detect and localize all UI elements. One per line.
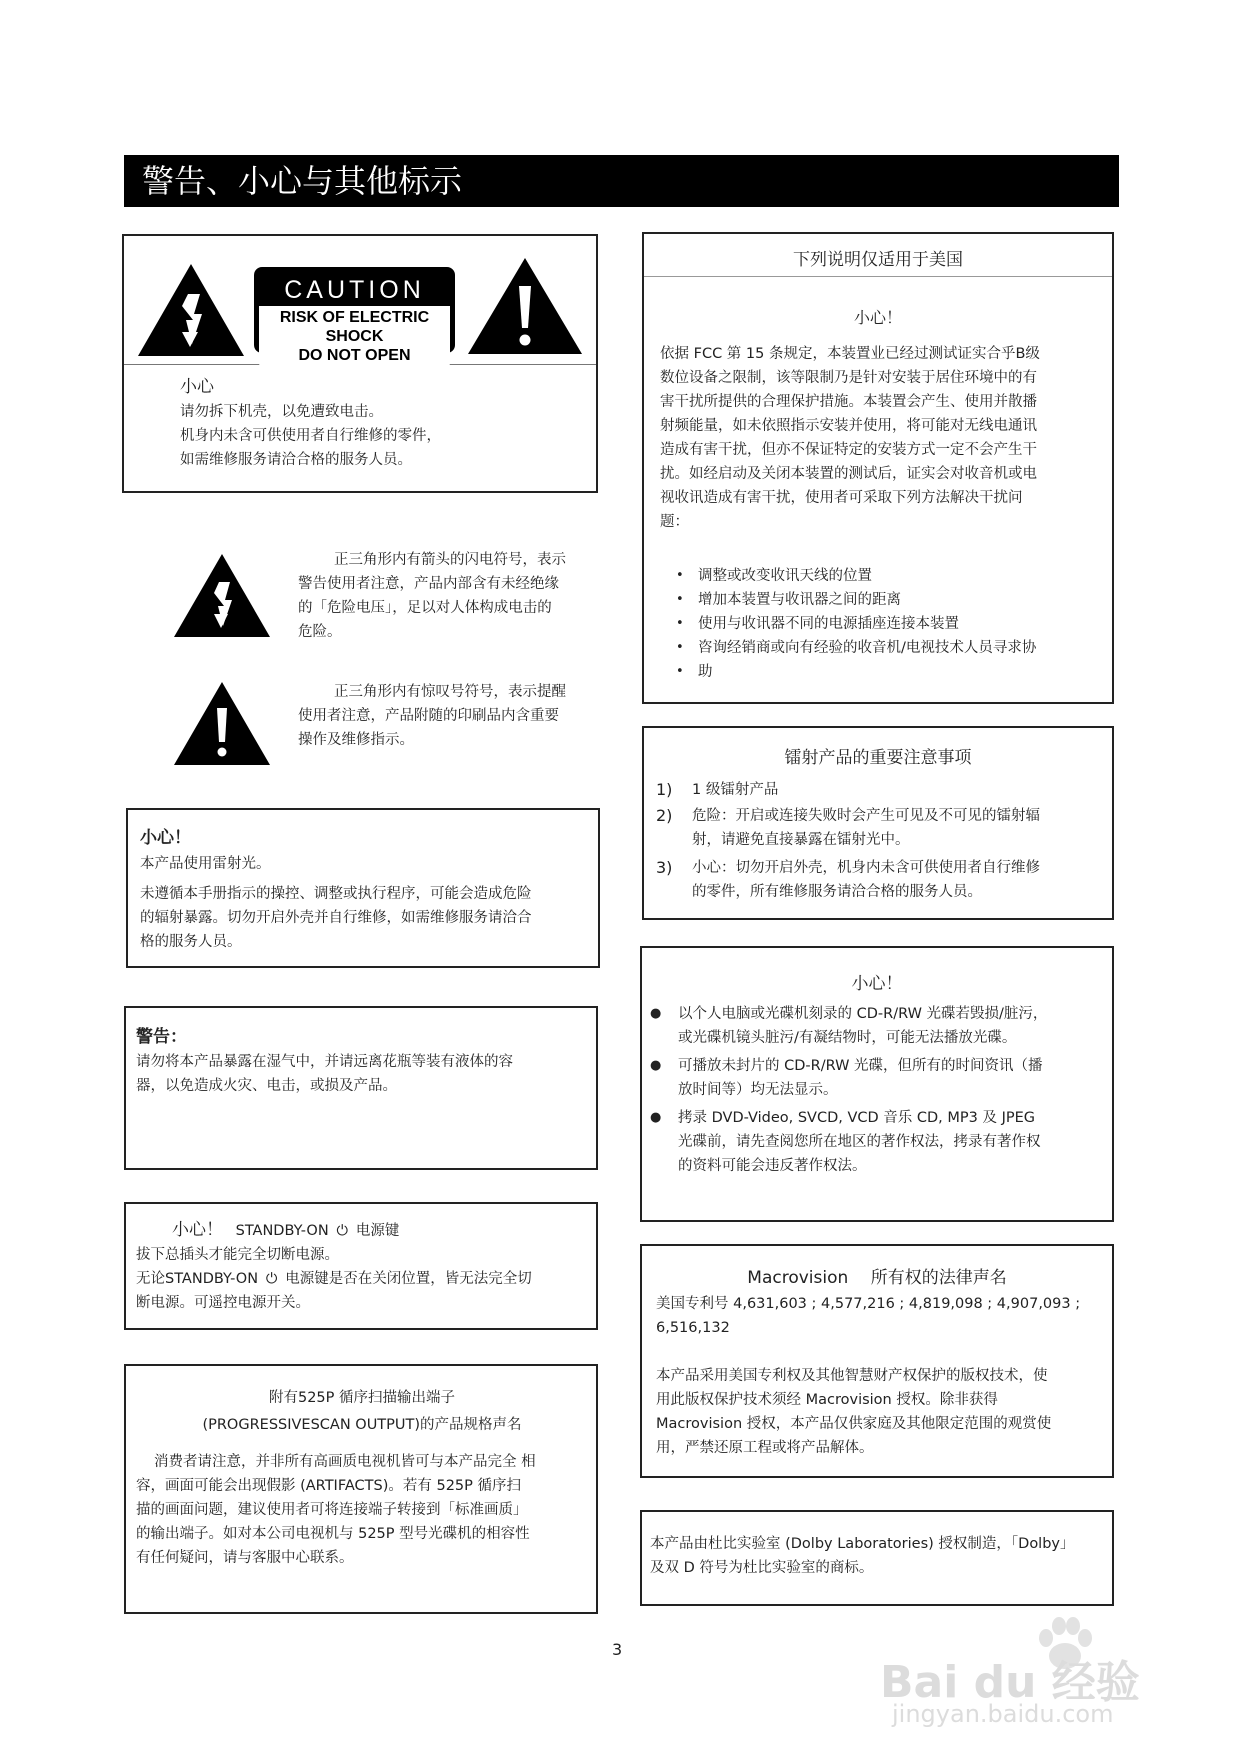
list-item: ● 以个人电脑或光碟机刻录的 CD-R/RW 光碟若毁损/脏污， 或光碟机镜头脏污/有凝结物时，可能无法播放光碟。 bbox=[642, 1002, 1104, 1050]
list-item: • 使用与收讯器不同的电源插座连接本装置 bbox=[660, 612, 1100, 636]
list-item-continuation: • 助 bbox=[660, 660, 1100, 684]
disc-caution-list bbox=[642, 1002, 1104, 1178]
lightning-symbol-icon bbox=[172, 552, 272, 639]
fcc-body: 依据 FCC 第 15 条规定，本装置业已经过测试证实合乎B级 数位设备之限制，该等限制乃是针对安装于居住环境中的有 害干扰所提供的合理保护措施。本装置会产生、使用并散播 射频能量，如未依照指示安装并使用，将可能对无线电通讯 造成有害干扰，但亦不保证特定的安装方式一定不会产生干 扰。如经启动及关闭本装置的测试后，证实会对收音机或电 视收讯造成有害干扰，使用者可采取下列方法解决干扰问 题： bbox=[660, 346, 1040, 530]
page-number: 3 bbox=[612, 1640, 623, 1659]
progressive-scan-box: 附有525P 循序扫描输出端子 (PROGRESSIVESCAN OUTPUT)的产品规格声名 消费者请注意，并非所有高画质电视机皆可与本产品完全 相 容，画面可能会出现假影 (ARTIFACTS)。若有 525P 循序扫 描的画面问题，建议使用者可将连接端子转接到「标准画质」 的输出端子。如对本公司电视机与 525P 型号光碟机的相容性 有任何疑问，请与客服中心联系。 bbox=[124, 1364, 598, 1614]
caution-label: CAUTION RISK OF ELECTRIC SHOCK DO NOT OPEN bbox=[254, 267, 455, 353]
disc-caution-box bbox=[640, 946, 1114, 1222]
lightning-symbol-description: 正三角形内有箭头的闪电符号，表示 警告使用者注意，产品内部含有未经绝缘 的「危险电压」，足以对人体构成电击的 危险。 bbox=[298, 552, 566, 640]
exclamation-symbol-description: 正三角形内有惊叹号符号，表示提醒 使用者注意，产品附随的印刷品内含重要 操作及维修指示。 bbox=[298, 684, 566, 748]
laser-notes-box bbox=[642, 726, 1114, 920]
laser-caution-box: 小心！ 本产品使用雷射光。 未遵循本手册指示的操控、调整或执行程序，可能会造成危险 的辐射暴露。切勿开启外壳并自行维修，如需维修服务请洽合 格的服务人员。 bbox=[126, 808, 600, 968]
list-item: 2) 危险：开启或连接失败时会产生可见及不可见的镭射辐 射，请避免直接暴露在镭射光中。 bbox=[656, 806, 1040, 848]
power-icon: ⏻ bbox=[336, 1223, 349, 1239]
fcc-box bbox=[642, 232, 1114, 704]
disc-caution-heading: 小心！ bbox=[851, 974, 903, 994]
caution-panel-text bbox=[180, 374, 441, 472]
power-icon: ⏻ bbox=[265, 1271, 278, 1287]
list-item: • 咨询经销商或向有经验的收音机/电视技术人员寻求协 bbox=[660, 636, 1100, 660]
laser-caution-heading: 小心！ bbox=[140, 828, 191, 848]
list-item: • 增加本装置与收讯器之间的距离 bbox=[660, 588, 1100, 612]
macrovision-box bbox=[640, 1244, 1114, 1478]
lightning-warning-icon bbox=[136, 262, 246, 358]
dolby-body: 本产品由杜比实验室 (Dolby Laboratories) 授权制造，「Dolby」 及双 D 符号为杜比实验室的商标。 bbox=[650, 1536, 1075, 1576]
watermark-url: jingyan.baidu.com bbox=[892, 1700, 1114, 1728]
watermark-brand: Bai du 经验 bbox=[880, 1657, 1140, 1708]
list-item: 3) 小心：切勿开启外壳，机身内未含可供使用者自行维修 的零件，所有维修服务请洽合格的服务人员。 bbox=[656, 858, 1040, 900]
list-item: ● 拷录 DVD-Video, SVCD, VCD 音乐 CD, MP3 及 JPEG 光碟前，请先查阅您所在地区的著作权法，拷录有著作权 的资料可能会违反著作权法。 bbox=[642, 1106, 1104, 1178]
caution-line: 请勿拆下机壳，以免遭致电击。 bbox=[180, 404, 383, 420]
fcc-remedy-list bbox=[660, 564, 1100, 684]
exclamation-symbol-icon bbox=[172, 680, 272, 767]
list-item: • 调整或改变收讯天线的位置 bbox=[660, 564, 1100, 588]
fcc-heading: 小心！ bbox=[853, 308, 902, 327]
warning-box: 警告： 请勿将本产品暴露在湿气中，并请远离花瓶等装有液体的容 器，以免造成火灾、电击，或损及产品。 bbox=[124, 1006, 598, 1170]
fcc-divider bbox=[644, 276, 1112, 277]
dolby-box bbox=[640, 1510, 1114, 1606]
laser-notes-title: 镭射产品的重要注意事项 bbox=[784, 748, 972, 768]
page-title: 警告、小心与其他标示 bbox=[124, 155, 1119, 207]
list-item: 1) 1 级镭射产品 bbox=[656, 780, 779, 799]
warning-heading: 警告： bbox=[136, 1027, 187, 1047]
caution-line: 机身内未含可供使用者自行维修的零件， bbox=[180, 428, 441, 444]
fcc-title: 下列说明仅适用于美国 bbox=[793, 250, 963, 270]
caution-heading: 小心 bbox=[180, 377, 214, 397]
baidu-watermark bbox=[880, 1610, 1180, 1730]
macrovision-title: Macrovision 所有权的法律声名 bbox=[747, 1268, 1007, 1288]
list-item: ● 可播放未封片的 CD-R/RW 光碟，但所有的时间资讯（播 放时间等）均无法显示。 bbox=[642, 1054, 1104, 1102]
exclamation-warning-icon bbox=[466, 256, 584, 356]
standby-box: 小心！ STANDBY-ON ⏻ 电源键 拔下总插头才能完全切断电源。 无论STANDBY-ON ⏻ 电源键是否在关闭位置，皆无法完全切 断电源。可遥控电源开关。 bbox=[124, 1202, 598, 1330]
macrovision-body: 美国专利号 4,631,603 ; 4,577,216 ; 4,819,098 ; 4,907,093 ; 6,516,132 本产品采用美国专利权及其他智慧财产权保护的版权技术，使 用此版权保护技术须经 Macrovision 授权。除非获得 Macrovision 授权，本产品仅供家庭及其他限定范围的观赏使 用，严禁还原工程或将产品解体。 bbox=[656, 1296, 1081, 1456]
laser-notes-list bbox=[644, 778, 1104, 904]
caution-line: 如需维修服务请洽合格的服务人员。 bbox=[180, 452, 412, 468]
